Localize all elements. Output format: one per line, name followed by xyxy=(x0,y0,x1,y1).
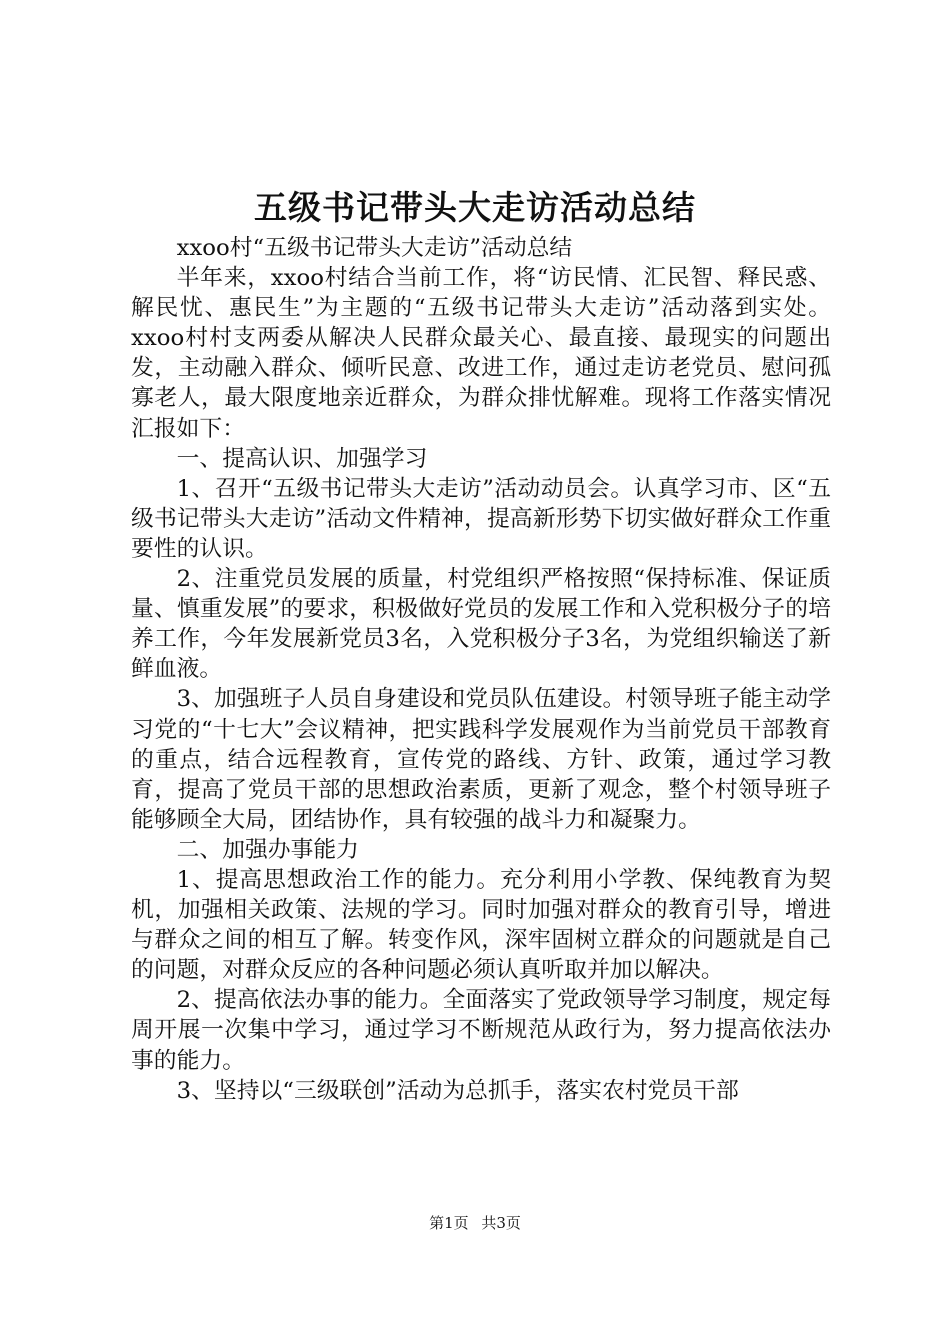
page-number: 第1页 xyxy=(429,1214,469,1232)
subtitle-paragraph: xxoo村“五级书记带头大走访”活动总结 xyxy=(176,235,573,261)
body-paragraph: 2、提高依法办事的能力。全面落实了党政领导学习制度，规定每周开展一次集中学习，通过学习不断规范从政行为，努力提高依法办事的能力。 xyxy=(131,987,831,1074)
page-total: 共3页 xyxy=(481,1214,521,1232)
intro-paragraph: 半年来，xxoo村结合当前工作，将“访民情、汇民智、释民惑、解民忧、惠民生”为主题的“五级书记带头大走访”活动落到实处。xxoo村村支两委从解决人民群众最关心、最直接、最现实的问题出发，主动融入群众、倾听民意、改进工作，通过走访老党员、慰问孤寡老人，最大限度地亲近群众，为群众排忧解难。现将工作落实情况汇报如下： xyxy=(131,265,831,442)
body-paragraph: 3、坚持以“三级联创”活动为总抓手，落实农村党员干部 xyxy=(176,1077,739,1104)
document-body xyxy=(131,233,831,1106)
section-heading-1: 一、提高认识、加强学习 xyxy=(176,445,428,472)
document-title: 五级书记带头大走访活动总结 xyxy=(254,188,696,227)
page-footer xyxy=(0,1213,950,1233)
body-paragraph: 1、提高思想政治工作的能力。充分利用小学教、保纯教育为契机，加强相关政策、法规的学习。同时加强对群众的教育引导，增进与群众之间的相互了解。转变作风，深牢固树立群众的问题就是自己的问题，对群众反应的各种问题必须认真听取并加以解决。 xyxy=(131,866,831,984)
body-paragraph: 1、召开“五级书记带头大走访”活动动员会。认真学习市、区“五级书记带头大走访”活动文件精神，提高新形势下切实做好群众工作重要性的认识。 xyxy=(131,475,831,562)
section-heading-2: 二、加强办事能力 xyxy=(176,836,359,863)
body-paragraph: 3、加强班子人员自身建设和党员队伍建设。村领导班子能主动学习党的“十七大”会议精神，把实践科学发展观作为当前党员干部教育的重点，结合远程教育，宣传党的路线、方针、政策，通过学习教育，提高了党员干部的思想政治素质，更新了观念，整个村领导班子能够顾全大局，团结协作，具有较强的战斗力和凝聚力。 xyxy=(131,686,831,833)
body-paragraph: 2、注重党员发展的质量，村党组织严格按照“保持标准、保证质量、慎重发展”的要求，积极做好党员的发展工作和入党积极分子的培养工作，今年发展新党员3名，入党积极分子3名，为党组织输送了新鲜血液。 xyxy=(131,566,831,683)
